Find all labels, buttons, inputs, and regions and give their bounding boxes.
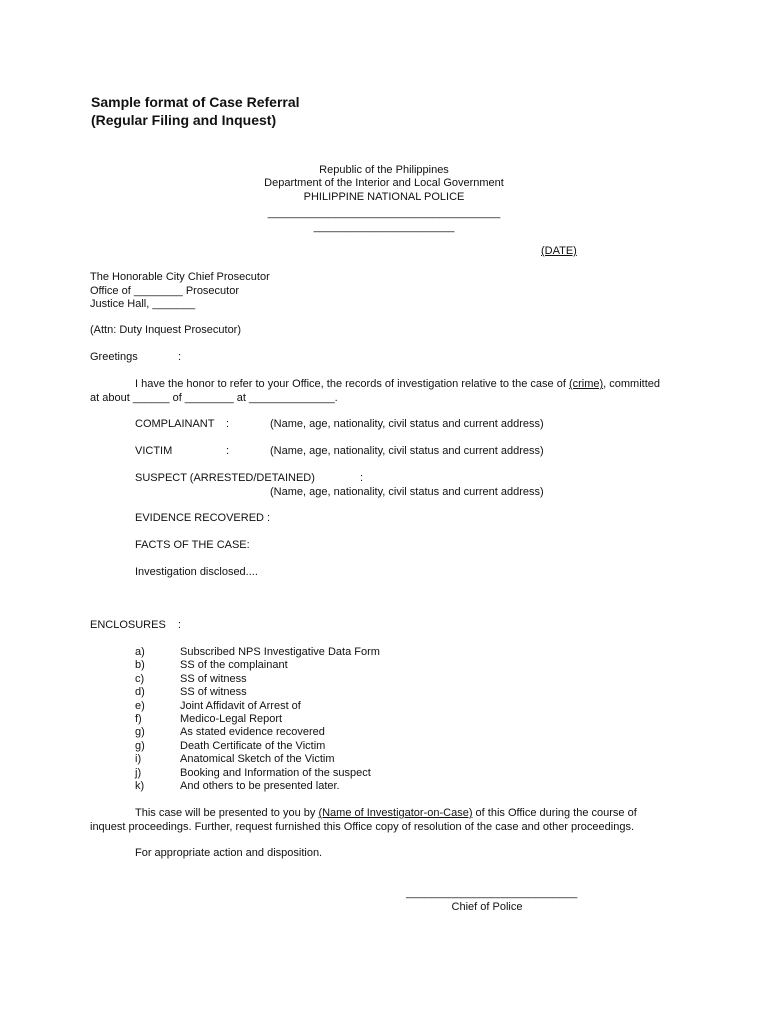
letterhead-agency: PHILIPPINE NATIONAL POLICE bbox=[303, 191, 465, 203]
document-subtitle: (Regular Filing and Inquest) bbox=[91, 112, 277, 128]
document-title: Sample format of Case Referral bbox=[91, 94, 300, 110]
enclosure-key: g) bbox=[135, 726, 145, 738]
enclosure-item-text: SS of witness bbox=[180, 673, 247, 685]
enclosure-item-text: SS of witness bbox=[180, 686, 247, 698]
enclosure-key: i) bbox=[135, 753, 142, 765]
enclosure-key: g) bbox=[135, 740, 145, 752]
closing-text-1: This case will be presented to you by bbox=[135, 807, 319, 819]
complainant-colon: : bbox=[226, 418, 230, 430]
date-text: (DATE) bbox=[541, 245, 577, 257]
suspect-colon: : bbox=[360, 472, 364, 484]
enclosure-item-text: Booking and Information of the suspect bbox=[180, 767, 371, 779]
investigator-placeholder: (Name of Investigator-on-Case) bbox=[318, 807, 473, 819]
signature-line: ____________________________ bbox=[406, 887, 578, 899]
victim-label: VICTIM bbox=[135, 445, 173, 457]
greeting-colon: : bbox=[178, 351, 182, 363]
enclosure-item-text: Medico-Legal Report bbox=[180, 713, 283, 725]
letterhead-blank-line-1: ______________________________________ bbox=[267, 207, 501, 219]
suspect-value: (Name, age, nationality, civil status and current address) bbox=[270, 486, 544, 498]
victim-value: (Name, age, nationality, civil status and current address) bbox=[270, 445, 544, 457]
enclosure-key: d) bbox=[135, 686, 145, 698]
closing-line-1 bbox=[135, 807, 678, 820]
greeting-label: Greetings bbox=[90, 351, 138, 363]
date-field bbox=[541, 245, 577, 258]
addressee-line-2: Office of ________ Prosecutor bbox=[90, 285, 240, 297]
action-line: For appropriate action and disposition. bbox=[135, 847, 323, 859]
enclosure-key: k) bbox=[135, 780, 145, 792]
evidence-recovered-label: EVIDENCE RECOVERED : bbox=[135, 512, 271, 524]
enclosure-item-text: And others to be presented later. bbox=[180, 780, 340, 792]
intro-text-1: I have the honor to refer to your Office, the records of investigation relative to the case of bbox=[135, 378, 569, 390]
enclosure-item-text: As stated evidence recovered bbox=[180, 726, 325, 738]
enclosure-item-text: Joint Affidavit of Arrest of bbox=[180, 700, 301, 712]
victim-colon: : bbox=[226, 445, 230, 457]
letterhead-department: Department of the Interior and Local Government bbox=[264, 177, 504, 189]
enclosures-label: ENCLOSURES bbox=[90, 619, 166, 631]
attention-line: (Attn: Duty Inquest Prosecutor) bbox=[90, 324, 242, 336]
crime-placeholder: (crime) bbox=[568, 378, 604, 390]
letterhead-blank-line-2: _______________________ bbox=[313, 221, 455, 233]
complainant-value: (Name, age, nationality, civil status and current address) bbox=[270, 418, 544, 430]
closing-line-2: inquest proceedings. Further, request furnished this Office copy of resolution of the case and other proceedings. bbox=[90, 821, 635, 833]
enclosure-key: a) bbox=[135, 646, 145, 658]
enclosure-key: e) bbox=[135, 700, 145, 712]
suspect-label: SUSPECT (ARRESTED/DETAINED) bbox=[135, 472, 315, 484]
intro-line-2: at about ______ of ________ at ______________. bbox=[90, 392, 338, 404]
addressee-line-3: Justice Hall, _______ bbox=[90, 298, 196, 310]
addressee-line-1: The Honorable City Chief Prosecutor bbox=[90, 271, 270, 283]
closing-text-2: of this Office during the course of bbox=[472, 807, 637, 819]
enclosure-key: j) bbox=[135, 767, 142, 779]
intro-line-1 bbox=[135, 378, 660, 391]
letterhead-republic: Republic of the Philippines bbox=[319, 164, 449, 176]
enclosure-item-text: Subscribed NPS Investigative Data Form bbox=[180, 646, 380, 658]
enclosure-key: c) bbox=[135, 673, 145, 685]
enclosure-key: b) bbox=[135, 659, 145, 671]
enclosures-colon: : bbox=[178, 619, 182, 631]
complainant-label: COMPLAINANT bbox=[135, 418, 215, 430]
enclosure-item-text: Death Certificate of the Victim bbox=[180, 740, 326, 752]
enclosure-item-text: Anatomical Sketch of the Victim bbox=[180, 753, 335, 765]
intro-text-2: , committed bbox=[603, 378, 661, 390]
enclosure-key: f) bbox=[135, 713, 142, 725]
enclosure-item-text: SS of the complainant bbox=[180, 659, 288, 671]
investigation-text: Investigation disclosed.... bbox=[135, 566, 258, 578]
facts-of-case-label: FACTS OF THE CASE: bbox=[135, 539, 250, 551]
signature-title: Chief of Police bbox=[451, 901, 523, 913]
